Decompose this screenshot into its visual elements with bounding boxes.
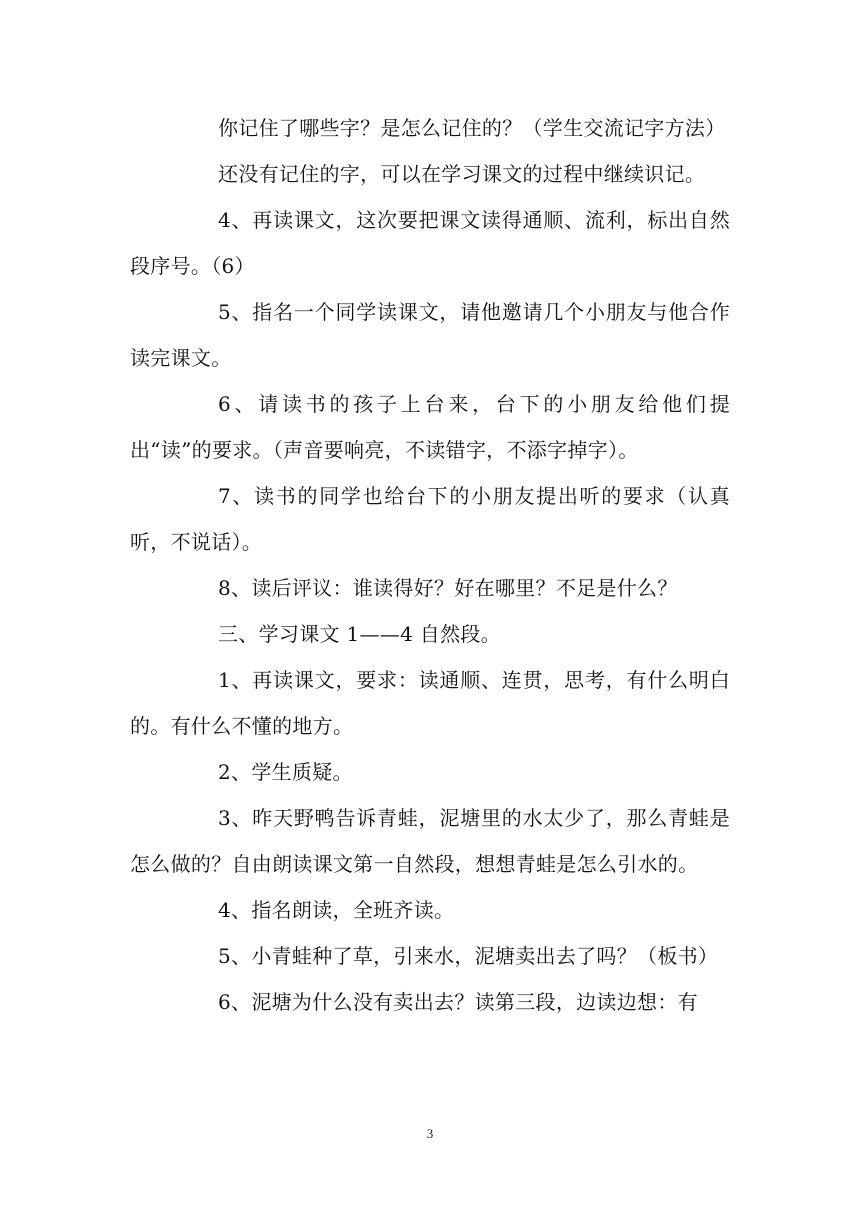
paragraph-2: 还没有记住的字，可以在学习课文的过程中继续识记。 bbox=[218, 162, 706, 186]
paragraph-9: 2、学生质疑。 bbox=[218, 760, 353, 784]
paragraph-13: 6、泥塘为什么没有卖出去？读第三段，边读边想：有 bbox=[218, 990, 698, 1014]
paragraph-7: 8、读后评议：谁读得好？好在哪里？不足是什么？ bbox=[218, 576, 678, 600]
paragraph-3: 4、再读课文，这次要把课文读得通顺、流利，标出自然段序号。（6） bbox=[130, 208, 730, 278]
paragraph-6: 7、读书的同学也给台下的小朋友提出听的要求（认真听，不说话）。 bbox=[130, 484, 730, 554]
section-heading-3: 三、学习课文 1——4 自然段。 bbox=[218, 622, 501, 646]
document-body bbox=[130, 105, 730, 1025]
paragraph-11: 4、指名朗读，全班齐读。 bbox=[218, 898, 455, 922]
paragraph-12: 5、小青蛙种了草，引来水，泥塘卖出去了吗？（板书） bbox=[218, 944, 719, 968]
page-number: 3 bbox=[426, 1126, 434, 1141]
paragraph-5: 6、请读书的孩子上台来，台下的小朋友给他们提出“读”的要求。（声音要响亮，不读错字，不添字掉字）。 bbox=[130, 392, 730, 462]
paragraph-1: 你记住了哪些字？是怎么记住的？（学生交流记字方法） bbox=[218, 116, 726, 140]
paragraph-10: 3、昨天野鸭告诉青蛙，泥塘里的水太少了，那么青蛙是怎么做的？自由朗读课文第一自然段，想想青蛙是怎么引水的。 bbox=[130, 806, 730, 876]
paragraph-8: 1、再读课文，要求：读通顺、连贯，思考，有什么明白的。有什么不懂的地方。 bbox=[130, 668, 730, 738]
paragraph-4: 5、指名一个同学读课文，请他邀请几个小朋友与他合作读完课文。 bbox=[130, 300, 730, 370]
